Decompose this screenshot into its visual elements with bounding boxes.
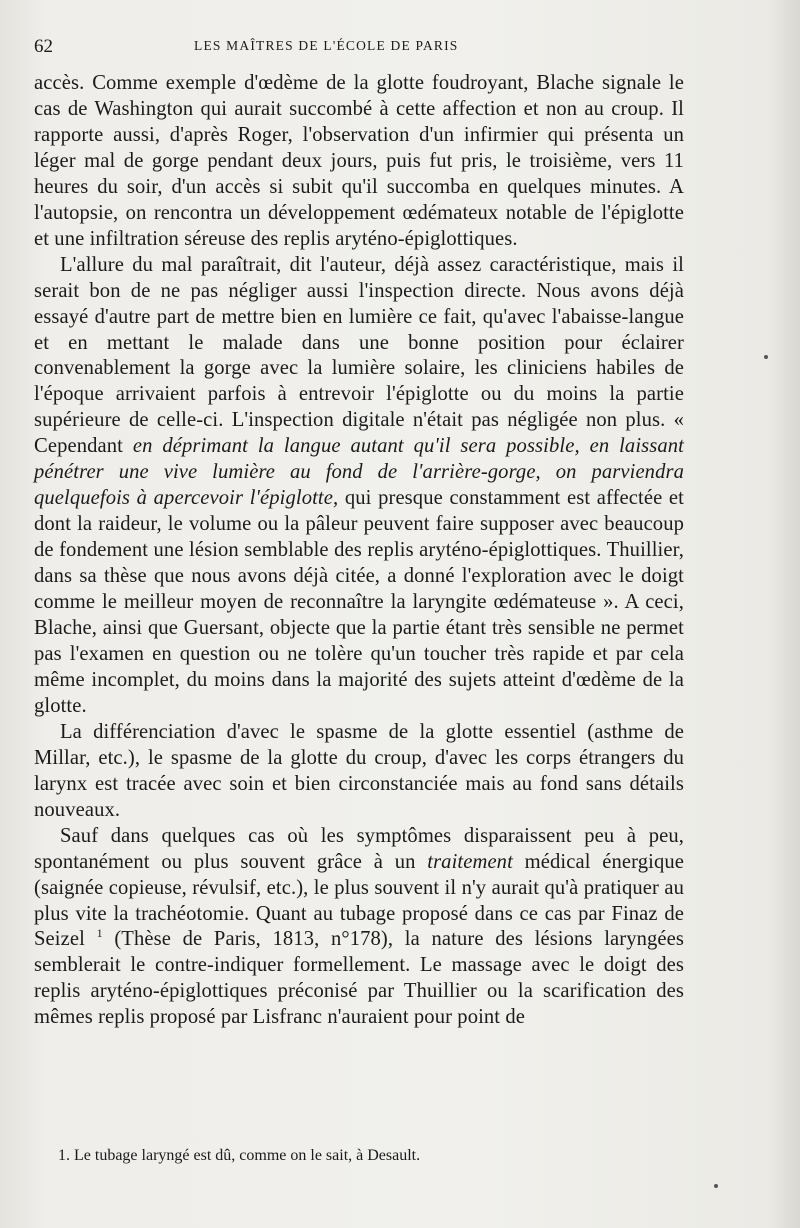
- text-run: L'allure du mal paraîtrait, dit l'auteur, déjà assez caractéristique, mais il serait bon de ne pas négliger aussi l'inspection directe. Nous avons déjà essayé d'autre part de mettre bien en lumière ce fait, qu'avec l'abaisse-langue et en mettant le malade dans une bonne position pour éclairer convenablement la gorge avec la lumière solaire, les cliniciens habiles de l'époque arrivaient parfois à entrevoir l'épiglotte ou du moins la partie supérieure de celle-ci. L'inspection digitale n'était pas négligée non plus. « Cependant: [34, 253, 684, 458]
- running-head: LES MAÎTRES DE L'ÉCOLE DE PARIS: [194, 38, 459, 53]
- footnote-marker: 1.: [58, 1147, 70, 1164]
- footnote-text: Le tubage laryngé est dû, comme on le sait, à Desault.: [74, 1147, 421, 1164]
- paper-speck: [764, 355, 768, 359]
- page-number: 62: [34, 36, 53, 57]
- italic-text: en déprimant la langue autant qu'il sera possible, en laissant pénétrer une vive lumière au fond de l'arrière-gorge, on parviendra quelquefois à apercevoir l'épiglotte,: [34, 435, 684, 510]
- text-run: médical énergique (saignée copieuse, révulsif, etc.), le plus souvent il n'y aurait qu'à pratiquer au plus vite la trachéotomie. Quant au tubage proposé dans ce cas par Finaz de Seizel: [34, 850, 685, 951]
- italic-text: traitement: [427, 850, 513, 873]
- footnote-reference: 1: [96, 926, 103, 941]
- text-run: (Thèse de Paris, 1813, n°178), la nature des lésions laryngées semblerait le contre-indiquer formellement. Le massage avec le doigt des replis aryténo-épiglottiques préconisé par Thuillier ou la scarification des mêmes replis proposé par Lisfranc n'auraient pour point de: [34, 928, 684, 1029]
- paragraph: [34, 71, 684, 253]
- paragraph: [34, 253, 684, 720]
- body-text: [34, 71, 684, 1031]
- footnote: [34, 1146, 684, 1166]
- text-run: Sauf dans quelques cas où les symptômes disparaissent peu à peu, spontanément ou plus souvent grâce à un: [34, 824, 684, 873]
- page-header: [34, 36, 764, 60]
- paragraph: [34, 720, 684, 824]
- text-run: accès. Comme exemple d'œdème de la glotte foudroyant, Blache signale le cas de Washington qui aurait succombé à cette affection et non au croup. Il rapporte aussi, d'après Roger, l'observation d'un infirmier qui présenta un léger mal de gorge pendant deux jours, puis fut pris, le troisième, vers 11 heures du soir, d'un accès si subit qu'il succomba en quelques minutes. A l'autopsie, on rencontra un développement œdémateux notable de l'épiglotte et une infiltration séreuse des replis aryténo-épiglottiques.: [34, 72, 684, 250]
- text-run: La différenciation d'avec le spasme de la glotte essentiel (asthme de Millar, etc.), le spasme de la glotte du croup, d'avec les corps étrangers du larynx est tracée avec soin et bien circonstanciée mais au fond sans détails nouveaux.: [34, 720, 684, 821]
- paper-speck: [714, 1184, 718, 1188]
- text-run: qui presque constamment est affectée et dont la raideur, le volume ou la pâleur peuvent faire supposer avec beaucoup de fondement une lésion semblable des replis aryténo-épiglottiques. Thuillier, dans sa thèse que nous avons déjà citée, a donné l'exploration avec le doigt comme le meilleur moyen de reconnaître la laryngite œdémateuse ». A ceci, Blache, ainsi que Guersant, objecte que la partie étant très sensible ne permet pas l'examen en question ou ne tolère qu'un toucher très rapide et par cela même incomplet, du moins dans la majorité des sujets atteint d'œdème de la glotte.: [34, 487, 684, 717]
- paragraph: [34, 824, 684, 1032]
